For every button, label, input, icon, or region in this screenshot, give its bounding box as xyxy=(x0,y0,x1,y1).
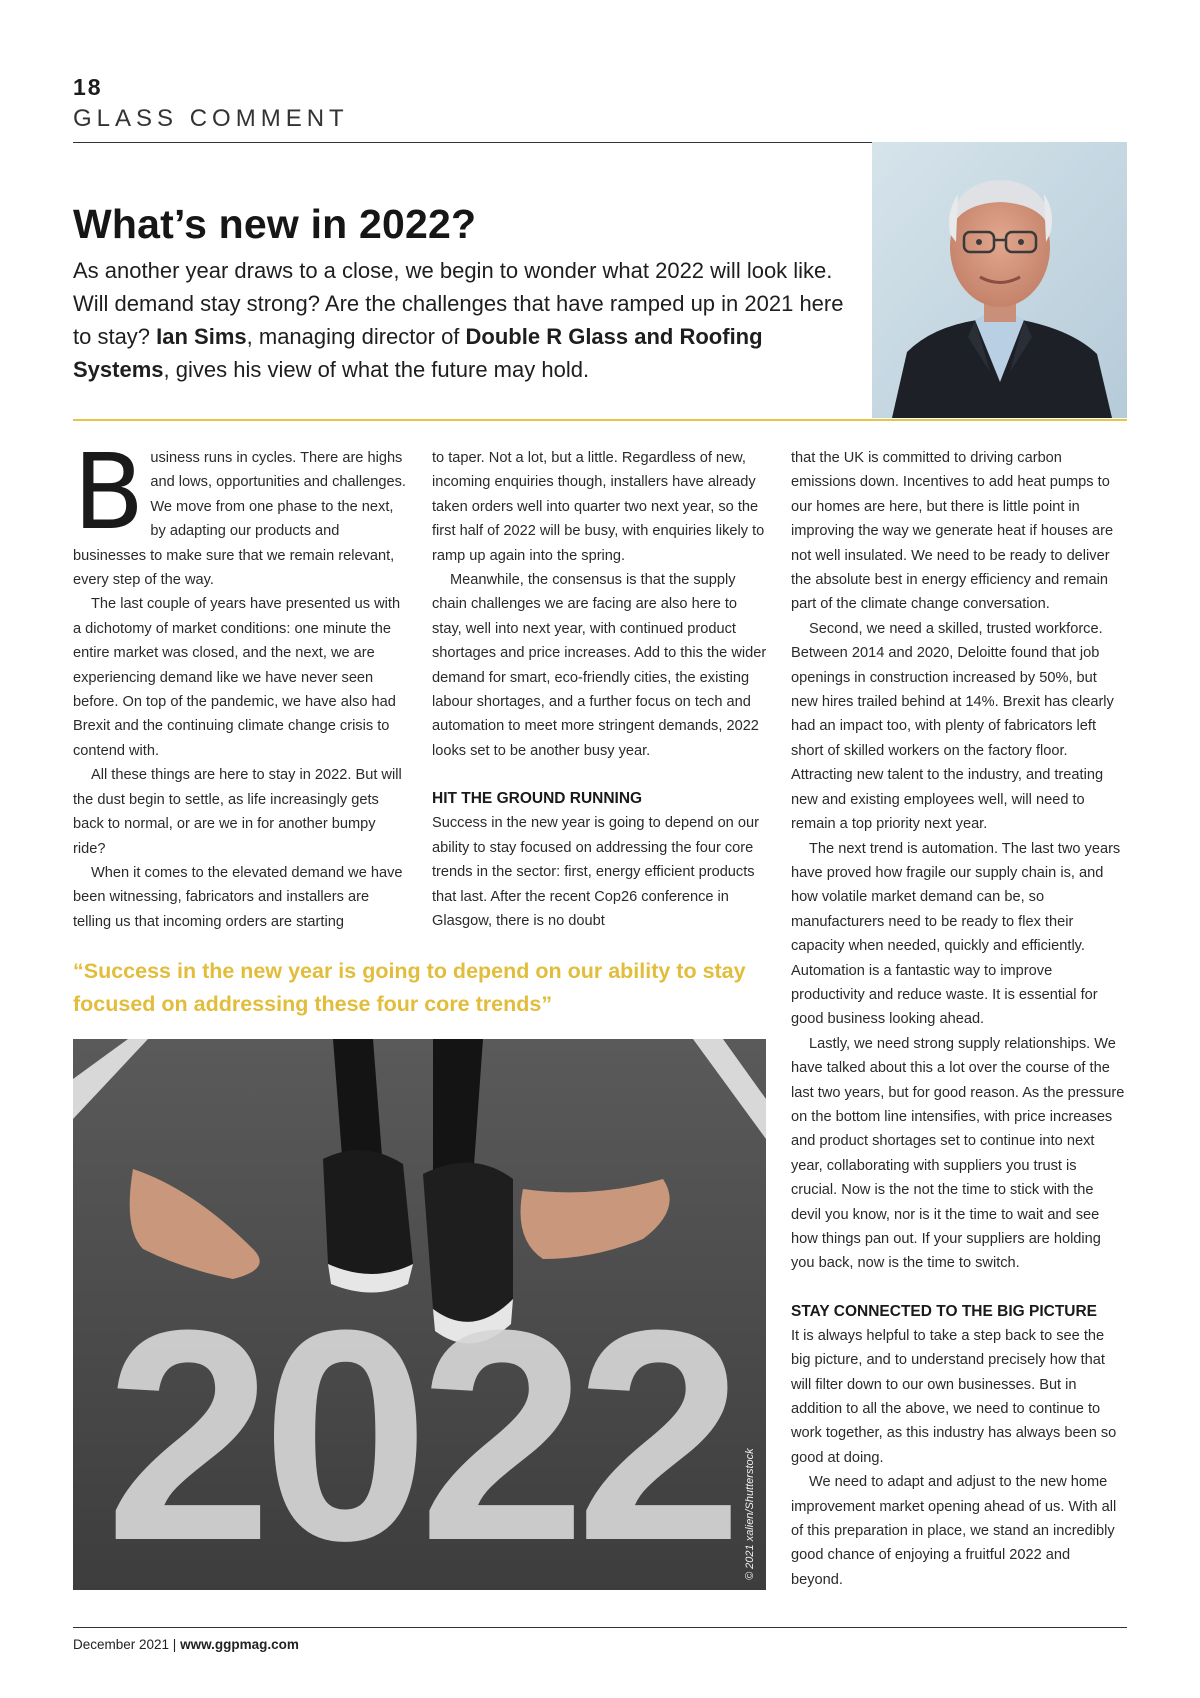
footer-website-link[interactable]: www.ggpmag.com xyxy=(180,1637,299,1652)
article-headline: What’s new in 2022? xyxy=(73,201,477,247)
paragraph: that the UK is committed to driving carbon emissions down. Incentives to add heat pumps to our homes are here, but there is little point in improving the way we generate heat if houses are not well insulated. We need to be ready to deliver the absolute best in energy efficiency and remain part of the climate change conversation. xyxy=(791,450,1114,613)
paragraph: The next trend is automation. The last two years have proved how fragile our supply chain is, and how volatile market demand can be, so manufacturers need to be ready to flex their capacity when needed, quickly and efficiently. Automation is a fantastic way to improve productivity and reduce waste. It is essential for good business looking ahead. xyxy=(791,840,1121,1028)
intro-text-1: As another year draws to a close, we begin to wonder what 2022 will look like. Will demand stay strong? Are the challenges that have ramped up in 2021 here to stay? xyxy=(73,258,844,349)
gold-divider xyxy=(73,419,1127,421)
paragraph: When it comes to the elevated demand we have been witnessing, fabricators and installers are telling us that incoming orders are starting xyxy=(73,864,403,930)
paragraph: Meanwhile, the consensus is that the supply chain challenges we are facing are also here to stay, well into next year, with continued product shortages and price increases. Add to this the wider demand for smart, eco-friendly cities, the existing labour shortages, and a further focus on tech and automation to meet more stringent demands, 2022 looks set to be another busy year. xyxy=(432,572,767,759)
article-intro xyxy=(73,254,863,386)
paragraph: Lastly, we need strong supply relationships. We have talked about this a lot over the course of the last two years, but for good reason. As the pressure on the bottom line intensifies, with price increases and product shortages set to continue into next year, collaborating with suppliers you trust is crucial. Now is the not the time to stick with the devil you know, nor is it the time to wait and see how things pan out. If your suppliers are holding you back, now is the time to switch. xyxy=(791,1035,1125,1272)
intro-text-2: , managing director of xyxy=(246,324,466,349)
intro-text-3: , gives his view of what the future may hold. xyxy=(163,357,590,382)
paragraph: Second, we need a skilled, trusted workforce. Between 2014 and 2020, Deloitte found that job openings in construction increased by 50%, but new hires trailed behind at 14%. Brexit has clearly had an impact too, with plenty of fabricators left short of skilled workers on the factory floor. Attracting new talent to the industry, and treating new and existing employees well, will need to remain a top priority next year. xyxy=(791,620,1114,833)
paragraph: All these things are here to stay in 2022. But will the dust begin to settle, as life increasingly gets back to normal, or are we in for another bumpy ride? xyxy=(73,767,402,857)
track-number-text: 2022 xyxy=(105,1267,733,1590)
paragraph: It is always helpful to take a step back to see the big picture, and to understand precisely how that will filter down to our own businesses. But in addition to all the above, we need to continue to work together, as this industry has always been so good at doing. xyxy=(791,1327,1117,1466)
paragraph: Success in the new year is going to depend on our ability to stay focused on addressing the four core trends in the sector: first, energy efficient products that last. After the recent Cop26 conference in Glasgow, there is no doubt xyxy=(432,815,759,929)
footer-date: December 2021 | xyxy=(73,1637,181,1652)
body-column-3 xyxy=(791,446,1126,1592)
intro-author: Ian Sims xyxy=(156,324,247,349)
bottom-divider xyxy=(73,1627,1127,1628)
feature-photo-running-track xyxy=(73,1039,766,1590)
subheading-big-picture: STAY CONNECTED TO THE BIG PICTURE xyxy=(791,1302,1098,1320)
author-portrait xyxy=(872,142,1127,418)
paragraph: The last couple of years have presented us with a dichotomy of market conditions: one minute the entire market was closed, and the next, we are experiencing demand like we have never seen before. On top of the pandemic, we have also had Brexit and the continuing climate change crisis to contend with. xyxy=(73,596,401,759)
drop-cap: B xyxy=(73,431,145,553)
pull-quote: “Success in the new year is going to depend on our ability to stay focused on addressing these four core trends” xyxy=(73,959,746,1016)
intro-company: Double R Glass and Roofing Systems xyxy=(73,324,763,382)
body-column-2 xyxy=(432,446,767,933)
page-footer xyxy=(73,1637,299,1652)
body-column-1 xyxy=(73,431,408,934)
photo-credit: © 2021 xalien/Shutterstock xyxy=(744,1448,756,1580)
page-number: 18 xyxy=(73,74,103,100)
paragraph-text: usiness runs in cycles. There are highs and lows, opportunities and challenges. We move from one phase to the next, by adapting our products and businesses to make sure that we remain relevant, every step of the way. xyxy=(73,450,406,589)
paragraph xyxy=(73,431,408,592)
paragraph: to taper. Not a lot, but a little. Regardless of new, incoming enquiries though, installers have already taken orders well into quarter two next year, so the first half of 2022 will be busy, with enquiries likely to ramp up again into the spring. xyxy=(432,450,765,564)
subheading-hit-the-ground-running: HIT THE GROUND RUNNING xyxy=(432,790,643,808)
section-label: GLASS COMMENT xyxy=(73,105,349,132)
paragraph: We need to adapt and adjust to the new home improvement market opening ahead of us. With all of this preparation in place, we stand an incredibly good chance of enjoying a fruitful 2022 and beyond. xyxy=(791,1474,1117,1588)
